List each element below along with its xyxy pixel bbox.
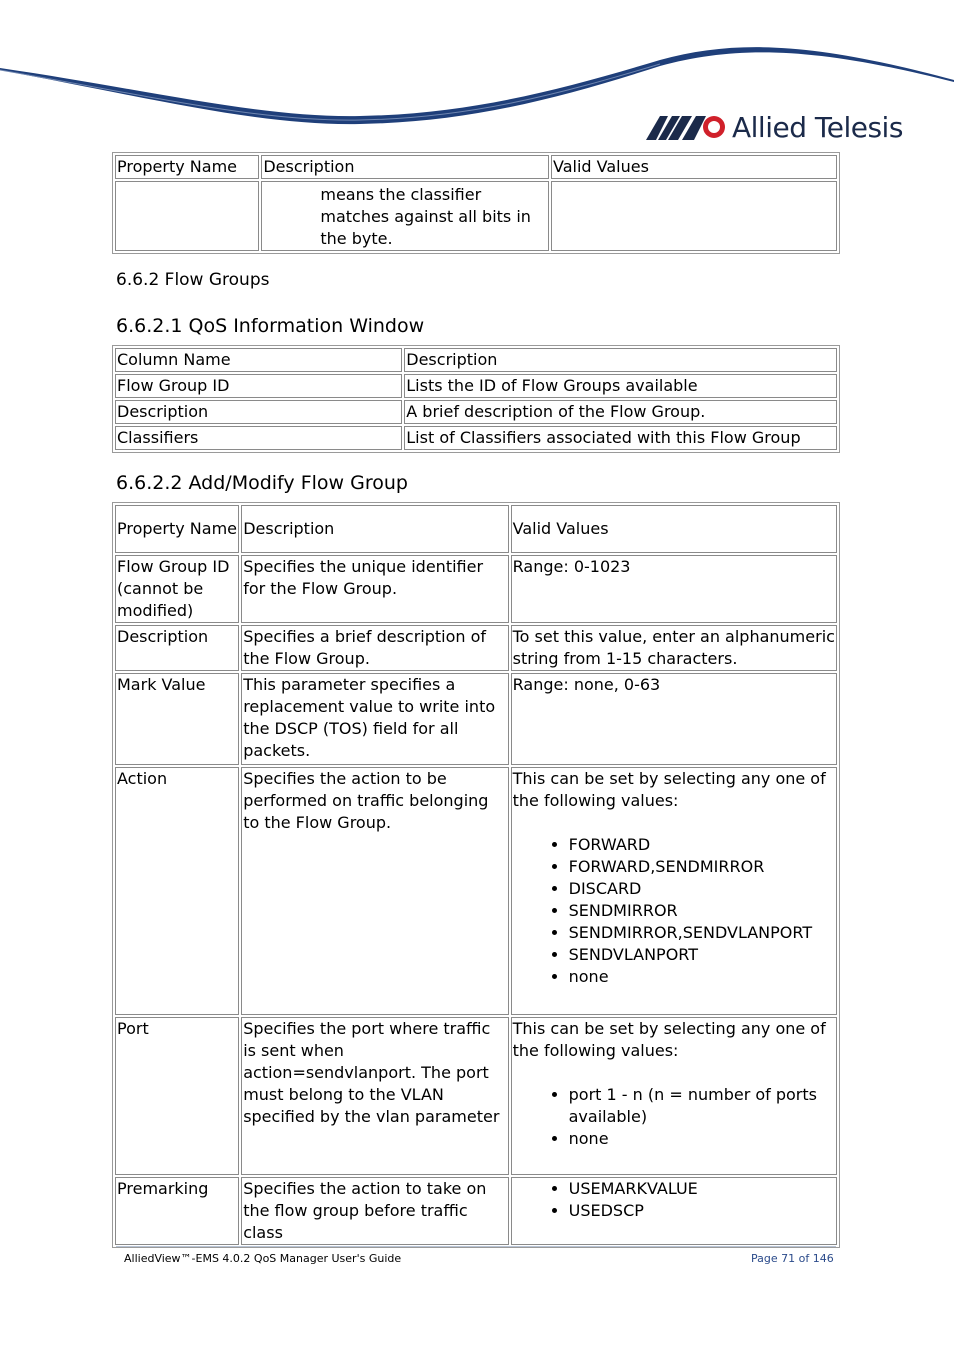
header-cell: Property Name bbox=[115, 505, 239, 553]
list-item: • port 1 - n (n = number of ports available) bbox=[569, 1084, 835, 1128]
cell-property-name: Description bbox=[115, 625, 239, 671]
cell-values bbox=[511, 1017, 837, 1175]
cell-description: means the classifier matches against all bits in the byte. bbox=[261, 181, 549, 251]
table-header-row bbox=[115, 505, 837, 553]
cell-property-name: Mark Value bbox=[115, 673, 239, 765]
table-row bbox=[115, 625, 837, 671]
section-heading: 6.6.2 Flow Groups bbox=[116, 270, 270, 290]
cell-name bbox=[115, 181, 259, 251]
header-cell: Description bbox=[261, 155, 549, 179]
values-intro: This can be set by selecting any one of the following values: bbox=[512, 1019, 826, 1060]
qos-info-table bbox=[112, 345, 840, 453]
cell-property-name: Flow Group ID (cannot be modified) bbox=[115, 555, 239, 623]
cell-values bbox=[511, 1177, 837, 1245]
list-item: • SENDVLANPORT bbox=[569, 944, 835, 966]
property-table-continued bbox=[112, 152, 840, 254]
cell-description: Specifies a brief description of the Flow Group. bbox=[241, 625, 508, 671]
values-list bbox=[513, 834, 835, 988]
list-item: • FORWARD bbox=[569, 834, 835, 856]
list-item: • DISCARD bbox=[569, 878, 835, 900]
cell-property-name: Port bbox=[115, 1017, 239, 1175]
table-row bbox=[115, 374, 837, 398]
table-row bbox=[115, 400, 837, 424]
list-item: • SENDMIRROR,SENDVLANPORT bbox=[569, 922, 835, 944]
list-item: • FORWARD,SENDMIRROR bbox=[569, 856, 835, 878]
header-cell: Valid Values bbox=[551, 155, 837, 179]
values-list bbox=[513, 1178, 835, 1222]
table-row bbox=[115, 673, 837, 765]
cell-column-name: Description bbox=[115, 400, 402, 424]
cell-column-name: Classifiers bbox=[115, 426, 402, 450]
table-row bbox=[115, 426, 837, 450]
footer-title: AlliedView™-EMS 4.0.2 QoS Manager User's Guide bbox=[124, 1252, 402, 1265]
logo-wordmark: Allied Telesis bbox=[732, 110, 903, 144]
list-item: • SENDMIRROR bbox=[569, 900, 835, 922]
section-heading: 6.6.2.2 Add/Modify Flow Group bbox=[116, 472, 408, 494]
values-intro: This can be set by selecting any one of the following values: bbox=[512, 769, 826, 810]
footer-divider bbox=[116, 1246, 836, 1247]
cell-column-name: Flow Group ID bbox=[115, 374, 402, 398]
allied-telesis-logo bbox=[646, 110, 903, 144]
cell-values: To set this value, enter an alphanumeric string from 1-15 characters. bbox=[511, 625, 837, 671]
cell-values bbox=[551, 181, 837, 251]
cell-values: Range: none, 0-63 bbox=[511, 673, 837, 765]
page-number: Page 71 of 146 bbox=[751, 1252, 834, 1265]
cell-description: List of Classifiers associated with this Flow Group bbox=[404, 426, 837, 450]
allied-telesis-logo-icon bbox=[646, 112, 728, 142]
table-row bbox=[115, 555, 837, 623]
table-row bbox=[115, 1177, 837, 1245]
cell-description: Specifies the action to take on the flow group before traffic class bbox=[241, 1177, 508, 1245]
header-cell: Valid Values bbox=[511, 505, 837, 553]
section-heading: 6.6.2.1 QoS Information Window bbox=[116, 315, 425, 337]
cell-description: Lists the ID of Flow Groups available bbox=[404, 374, 837, 398]
list-item: • none bbox=[569, 966, 835, 988]
cell-values bbox=[511, 767, 837, 1015]
header-cell: Property Name bbox=[115, 155, 259, 179]
table-row bbox=[115, 1017, 837, 1175]
table-header-row bbox=[115, 155, 837, 179]
values-list bbox=[513, 1084, 835, 1150]
list-item: • USEDSCP bbox=[569, 1200, 835, 1222]
list-item: • none bbox=[569, 1128, 835, 1150]
table-row bbox=[115, 181, 837, 251]
header-cell: Column Name bbox=[115, 348, 402, 372]
cell-values: Range: 0-1023 bbox=[511, 555, 837, 623]
cell-description: This parameter specifies a replacement value to write into the DSCP (TOS) field for all packets. bbox=[241, 673, 508, 765]
cell-description: Specifies the unique identifier for the Flow Group. bbox=[241, 555, 508, 623]
header-cell: Description bbox=[404, 348, 837, 372]
cell-description: A brief description of the Flow Group. bbox=[404, 400, 837, 424]
add-modify-flow-group-table bbox=[112, 502, 840, 1248]
table-row bbox=[115, 767, 837, 1015]
cell-description: Specifies the port where traffic is sent when action=sendvlanport. The port must belong to the VLAN specified by the vlan parameter bbox=[241, 1017, 508, 1175]
cell-description: Specifies the action to be performed on traffic belonging to the Flow Group. bbox=[241, 767, 508, 1015]
list-item: • USEMARKVALUE bbox=[569, 1178, 835, 1200]
cell-property-name: Action bbox=[115, 767, 239, 1015]
header-cell: Description bbox=[241, 505, 508, 553]
table-header-row bbox=[115, 348, 837, 372]
cell-property-name: Premarking bbox=[115, 1177, 239, 1245]
